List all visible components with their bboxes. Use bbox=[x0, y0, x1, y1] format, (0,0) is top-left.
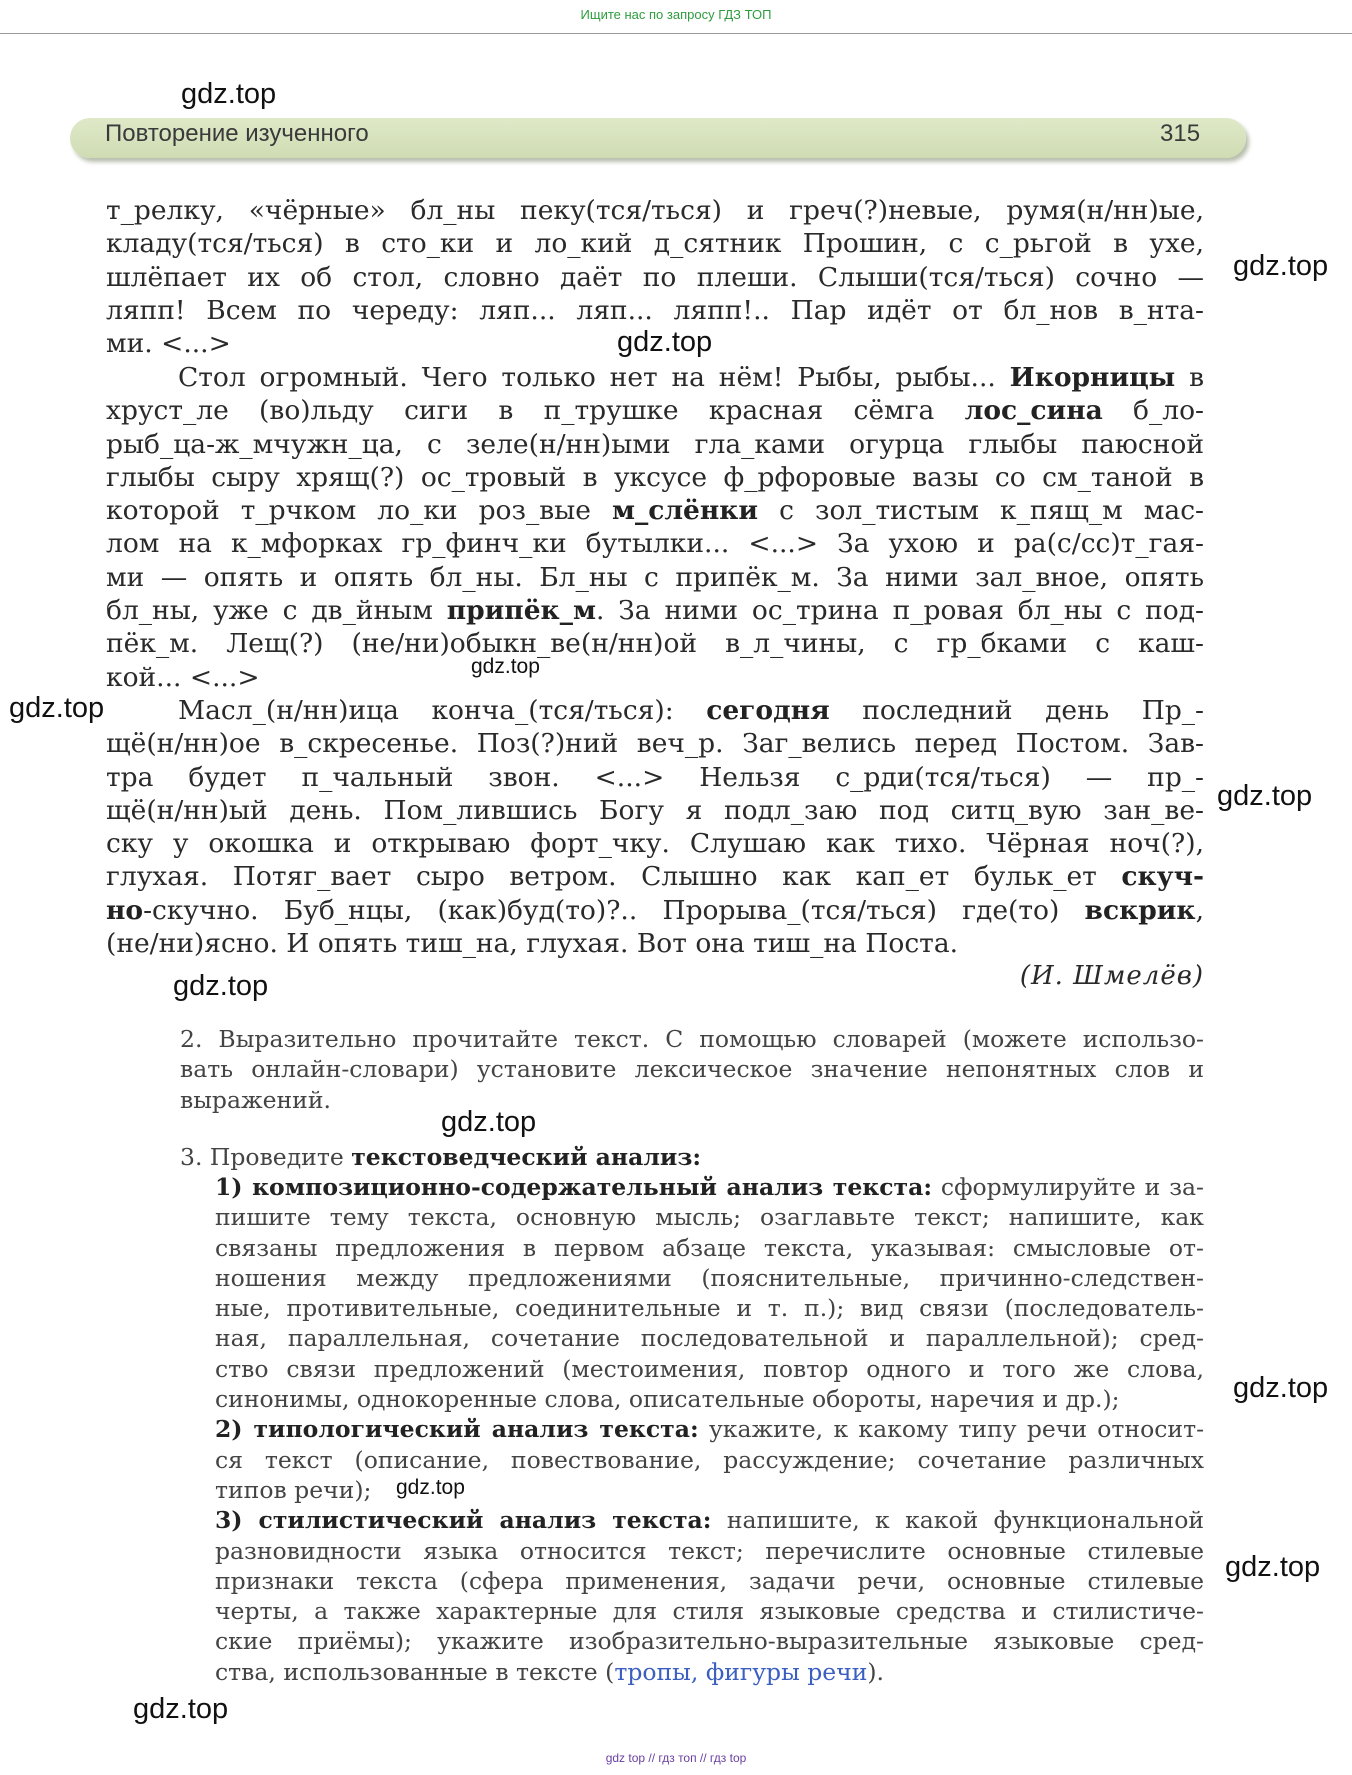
task-line: 1) композиционно-содержательный анализ текста: сформулируйте и за- bbox=[215, 1173, 1204, 1201]
section-title: Повторение изученного bbox=[105, 120, 369, 147]
text-line: (не/ни)ясно. И опять тиш_на, глухая. Вот она тиш_на Поста. bbox=[106, 928, 959, 960]
task-line: связаны предложения в первом абзаце текста, указывая: смысловые от- bbox=[215, 1233, 1204, 1262]
top-banner bbox=[0, 0, 1352, 34]
text-line: щё(н/нн)ое в_скресенье. Поз(?)ний веч_р. Заг_велись перед Постом. Зав- bbox=[106, 728, 1204, 760]
text-line: ми. <...> bbox=[106, 328, 231, 360]
watermark: gdz.top bbox=[181, 78, 277, 110]
task-line: вать онлайн-словари) установите лексическое значение непонятных слов и bbox=[180, 1055, 1204, 1084]
text-line: рыб_ца-ж_мчужн_ца, с зеле(н/нн)ыми гла_ками огурца глыбы паюсной bbox=[106, 428, 1204, 460]
watermark: gdz.top bbox=[1233, 250, 1329, 282]
tropes-link[interactable]: тропы, фигуры речи bbox=[614, 1657, 868, 1686]
task-line: ся текст (описание, повествование, рассуждение; сочетание различных bbox=[215, 1445, 1204, 1474]
task-3-heading bbox=[180, 1142, 1204, 1172]
text-line: глухая. Потяг_вает сыро ветром. Слышно как кап_ет бульк_ет скуч- bbox=[106, 861, 1204, 893]
text-line: ми — опять и опять бл_ны. Бл_ны с припёк_м. За ними зал_вное, опять bbox=[106, 561, 1204, 593]
task-line: пишите тему текста, основную мысль; озаглавьте текст; напишите, как bbox=[215, 1203, 1204, 1232]
watermark: gdz.top bbox=[617, 326, 713, 358]
text-line: хруст_ле (во)льду сиги в п_трушке красная сёмга лос_сина б_ло- bbox=[106, 395, 1204, 427]
prose-paragraph-2 bbox=[106, 361, 1204, 694]
text-line: бл_ны, уже с дв_йным припёк_м. За ними ос_трина п_ровая бл_ны с под- bbox=[106, 595, 1204, 627]
text-line: щё(н/нн)ый день. Пом_лившись Богу я подл_заю под ситц_вую зан_ве- bbox=[106, 794, 1204, 826]
text-line: шлёпает их об стол, словно даёт по плеши. Слыши(тся/ться) сочно — bbox=[106, 261, 1204, 293]
watermark: gdz.top bbox=[173, 970, 269, 1002]
task-line: 2) типологический анализ текста: укажите, к какому типу речи относит- bbox=[215, 1415, 1205, 1444]
text-line: Стол огромный. Чего только нет на нём! Рыбы, рыбы... Икорницы в bbox=[178, 362, 1205, 393]
watermark: gdz.top bbox=[9, 692, 105, 724]
task-line: синонимы, однокоренные слова, описательные обороты, наречия и др.); bbox=[215, 1385, 1120, 1414]
prose-paragraph-3 bbox=[106, 694, 1204, 960]
text-line: тра будет п_чальный звон. <...> Нельзя с_рди(тся/ться) — пр_- bbox=[106, 761, 1204, 793]
page-number: 315 bbox=[1160, 120, 1201, 147]
text-line: ляпп! Всем по череду: ляп... ляп... ляпп!.. Пар идёт от бл_нов в_нта- bbox=[106, 294, 1204, 326]
text-line: кладу(тся/ться) в сто_ки и ло_кий д_сятник Прошин, с с_рьгой в ухе, bbox=[106, 228, 1204, 260]
text-line: Масл_(н/нн)ица конча_(тся/ться): сегодня последний день Пр_- bbox=[178, 695, 1204, 726]
task-line: черты, а также характерные для стиля языковые средства и стилистиче- bbox=[215, 1597, 1204, 1626]
author-attribution: (И. Шмелёв) bbox=[1019, 961, 1204, 991]
text-line: пёк_м. Лещ(?) (не/ни)обыкн_ве(н/нн)ой в_л_чины, с гр_бками с каш- bbox=[106, 628, 1204, 660]
task-line: выражений. bbox=[180, 1085, 331, 1114]
top-banner-text: Ищите нас по запросу ГДЗ ТОП bbox=[580, 7, 772, 22]
task-2 bbox=[180, 1024, 1204, 1115]
task-line: признаки текста (сфера применения, задачи речи, основные стилевые bbox=[215, 1566, 1204, 1595]
text-line: т_релку, «чёрные» бл_ны пеку(тся/ться) и греч(?)невые, румя(н/нн)ые, bbox=[106, 195, 1204, 226]
text-line: но-скучно. Буб_нцы, (как)буд(то)?.. Прорыва_(тся/ться) где(то) вскрик, bbox=[106, 894, 1204, 926]
task-3-item-1 bbox=[215, 1172, 1204, 1687]
task-line: ные, противительные, соединительные и т. п.); вид связи (последователь- bbox=[215, 1294, 1204, 1323]
task-line: ство связи предложений (местоимения, повтор одного и того же слова, bbox=[215, 1354, 1204, 1383]
task-line: ства, использованные в тексте (тропы, фигуры речи). bbox=[215, 1657, 885, 1686]
text-line: ску у окошка и открываю форт_чку. Слушаю как тихо. Чёрная ноч(?), bbox=[106, 828, 1204, 860]
text-line: кой... <...> bbox=[106, 661, 260, 693]
watermark: gdz.top bbox=[471, 655, 540, 678]
watermark: gdz.top bbox=[396, 1476, 465, 1499]
task-line: ские приёмы); укажите изобразительно-выразительные языковые сред- bbox=[215, 1627, 1204, 1656]
watermark: gdz.top bbox=[1233, 1372, 1329, 1404]
watermark: gdz.top bbox=[1217, 780, 1313, 812]
task-line: 2. Выразительно прочитайте текст. С помощью словарей (можете использо- bbox=[180, 1025, 1204, 1053]
task-line: типов речи); bbox=[215, 1475, 372, 1504]
task-line: ношения между предложениями (пояснительные, причинно-следствен- bbox=[215, 1263, 1204, 1292]
text-line: лом на к_мфорках гр_финч_ки бутылки... <...> За ухою и ра(с/сс)т_гая- bbox=[106, 528, 1204, 560]
task-line: разновидности языка относится текст; перечислите основные стилевые bbox=[215, 1536, 1204, 1565]
task-line: ная, параллельная, сочетание последовательной и параллельной); сред- bbox=[215, 1324, 1204, 1353]
watermark: gdz.top bbox=[133, 1693, 229, 1725]
watermark: gdz.top bbox=[441, 1106, 537, 1138]
text-line: глыбы сыру хрящ(?) ос_тровый в уксусе ф_рфоровые вазы со см_таной в bbox=[106, 461, 1204, 493]
task-line: 3. Проведите текстоведческий анализ: bbox=[180, 1143, 702, 1171]
text-line: которой т_рчком ло_ки роз_вые м_слёнки с зол_тистым к_пящ_м мас- bbox=[106, 495, 1204, 527]
footer-links: gdz top // гдз топ // гдз top bbox=[605, 1751, 747, 1765]
task-line: 3) стилистический анализ текста: напишите, к какой функциональной bbox=[215, 1506, 1205, 1535]
watermark: gdz.top bbox=[1225, 1551, 1321, 1583]
